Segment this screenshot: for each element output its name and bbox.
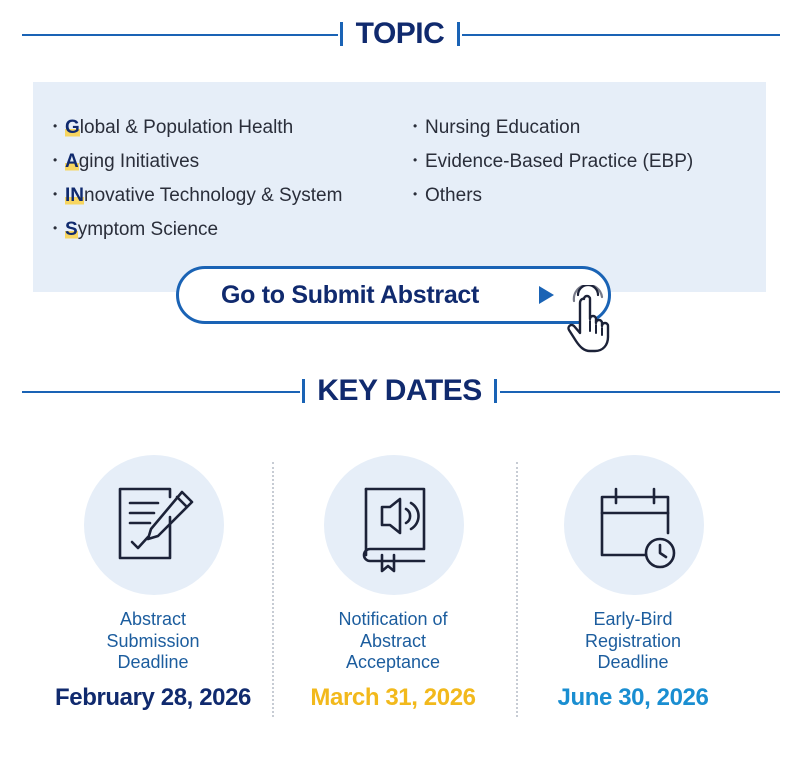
document-pencil-icon [104,475,204,575]
header-rule-left [22,34,338,36]
play-arrow-icon [539,286,554,304]
pointing-hand-icon [560,285,618,355]
submit-abstract-label: Go to Submit Abstract [221,281,480,309]
key-date-item [273,455,513,720]
topic-item: • Aging Initiatives [53,151,200,172]
icon-circle [84,455,224,595]
key-date-value: March 31, 2026 [310,684,476,711]
calendar-clock-icon [584,475,684,575]
topic-section-header [0,14,800,54]
key-date-value: June 30, 2026 [557,684,709,711]
key-date-item [513,455,753,720]
submit-abstract-button[interactable] [176,266,611,324]
header-bar-right [457,22,460,46]
header-rule-right [462,34,780,36]
topic-text: Others [425,185,483,206]
key-dates-title: KEY DATES [317,374,482,407]
book-speaker-icon [344,475,444,575]
key-date-description: Abstract Submission Deadline [106,609,200,672]
icon-circle [564,455,704,595]
topic-initial: A [65,151,79,172]
topic-initial: G [65,117,80,138]
key-dates-section-header [0,371,800,411]
topic-item: • Global & Population Health [53,117,294,138]
header-bar-right [494,379,497,403]
topic-text: Nursing Education [425,117,581,138]
topic-box [33,82,766,292]
topic-list-right [413,110,693,212]
icon-circle [324,455,464,595]
topic-text: ging Initiatives [78,151,200,172]
topic-initial: S [65,219,78,240]
topic-text: novative Technology & System [84,185,343,206]
topic-list-left [53,110,342,246]
key-date-value: February 28, 2026 [55,684,251,711]
topic-text: Evidence-Based Practice (EBP) [425,151,694,172]
topic-item: • Evidence-Based Practice (EBP) [413,151,694,172]
topic-item: • INnovative Technology & System [53,185,343,206]
topic-item: • Nursing Education [413,117,581,138]
key-date-description: Early-Bird Registration Deadline [584,609,682,672]
topic-item: • Others [413,185,483,206]
key-date-description: Notification of Abstract Acceptance [338,609,448,672]
topic-text: lobal & Population Health [79,117,294,138]
topic-text: ymptom Science [77,219,219,240]
topic-title: TOPIC [355,17,445,50]
header-rule-right [500,391,780,393]
topic-item: • Symptom Science [53,219,219,240]
header-rule-left [22,391,300,393]
key-date-item [33,455,273,720]
topic-initial: IN [65,185,84,206]
